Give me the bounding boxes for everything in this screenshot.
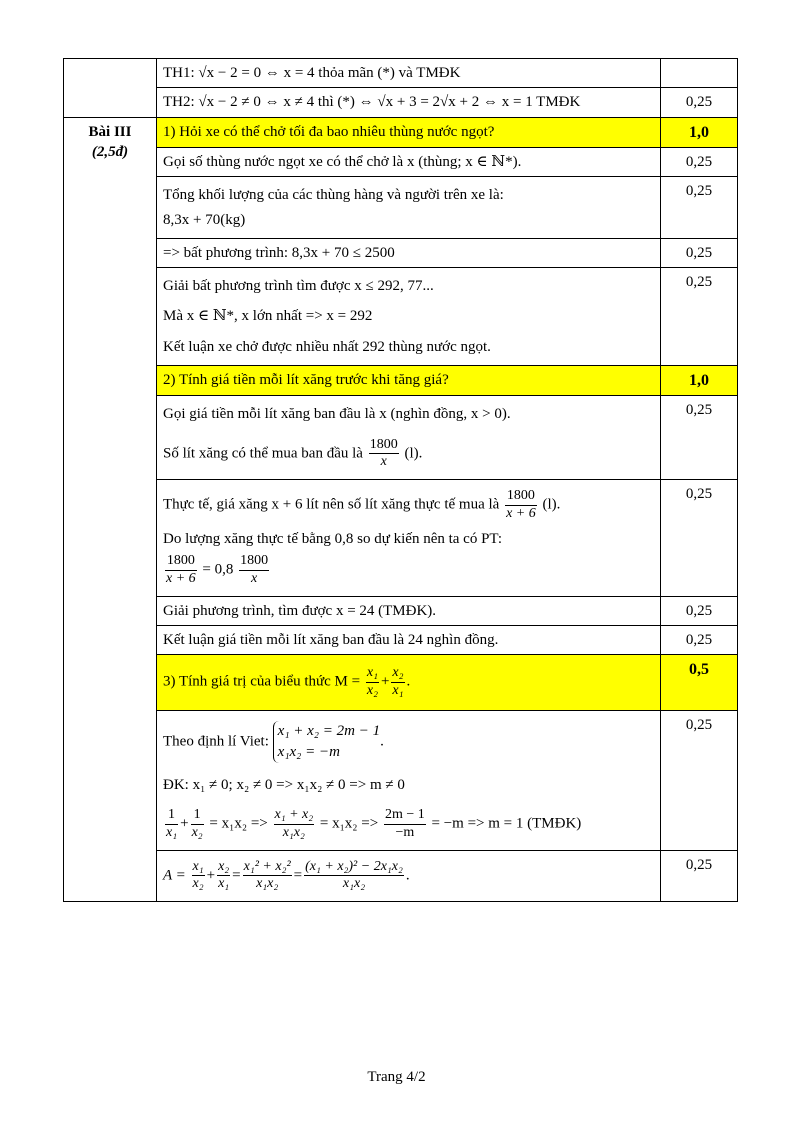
system-eq-1: x₁ + x₂ = 2m − 1: [277, 722, 381, 739]
table-row: [64, 268, 738, 366]
unit: (l).: [404, 445, 423, 462]
table-row: [64, 596, 738, 625]
numerator: 1800: [505, 488, 537, 506]
numerator: 2m − 1: [384, 807, 426, 825]
q1-title: 1) Hỏi xe có thể chở tối đa bao nhiêu thùng nước ngọt?: [157, 117, 661, 148]
table-row: [64, 238, 738, 267]
fraction: [369, 437, 399, 472]
denominator: x₂: [191, 824, 203, 840]
denominator: x₁: [166, 824, 178, 840]
equals-text: = 0,8: [202, 561, 234, 578]
denominator: x₁: [218, 876, 230, 892]
q1-r4a: Giải bất phương trình tìm được x ≤ 292, 77...: [163, 278, 434, 295]
fraction: [384, 807, 426, 842]
q2-r2: [157, 480, 661, 596]
table-row: [64, 396, 738, 480]
numerator: x₁² + x₂²: [243, 859, 292, 877]
table-row: [64, 88, 738, 117]
equation-system: [273, 721, 380, 763]
denominator: x₂: [366, 683, 378, 699]
q3-header-row: [64, 655, 738, 711]
table-row: [64, 625, 738, 654]
table-row: [64, 148, 738, 177]
q1-r3-score: 0,25: [661, 238, 738, 267]
table-row: [64, 59, 738, 88]
unit: (l).: [542, 497, 561, 514]
q2-r1b: Số lít xăng có thể mua ban đầu là: [163, 445, 363, 462]
numerator: 1: [191, 807, 204, 825]
fraction: [192, 859, 205, 894]
q1-r2-score: 0,25: [661, 177, 738, 239]
q1-r2: [157, 177, 661, 239]
q2-r4-score: 0,25: [661, 625, 738, 654]
q2-r2a-line: [163, 488, 654, 523]
q2-title: 2) Tính giá tiền mỗi lít xăng trước khi tăng giá?: [157, 365, 661, 396]
numerator: x₁: [192, 859, 205, 877]
q3-title-cell: 3) Tính giá trị của biểu thức M = $\frac{\text{x₁}}{\text{x₂}}$ + $\frac{\text{x₂}}{\text{x₁}}$ .: [157, 655, 661, 711]
q2-r2a: Thực tế, giá xăng x + 6 lít nên số lít xăng thực tế mua là: [163, 497, 500, 514]
denominator: x₁: [392, 683, 404, 699]
q3-r1-score: 0,25: [661, 710, 738, 850]
answer-table: [63, 58, 738, 902]
q1-r3: => bất phương trình: 8,3x + 70 ≤ 2500: [157, 238, 661, 267]
section-points: (2,5đ): [91, 143, 129, 160]
row-content: TH2: √x − 2 ≠ 0 ⇔ x ≠ 4 thì (*) ⇔ √x + 3 = 2√x + 2 ⇔ x = 1 TMĐK: [157, 88, 661, 117]
section-title: Bài III: [88, 123, 132, 140]
fraction: [304, 859, 404, 894]
fraction: [239, 553, 269, 588]
denominator: x₂: [192, 876, 204, 892]
q3-title: 3) Tính giá trị của biểu thức M =: [163, 673, 361, 690]
q2-r1-score: 0,25: [661, 396, 738, 480]
fraction: [217, 859, 230, 894]
table-row: [64, 480, 738, 596]
q3-r1: [157, 710, 661, 850]
denominator: x: [380, 454, 387, 470]
q3-eq-line: $\frac{1}{\text{x₁}}$ + $\frac{1}{\text{x₂}}$ = x₁x₂ => $\frac{\text{x₁ + x₂}}{\text{x₁x₂}}$ = x₁x₂ => $\frac{2m - 1}{-m}$ = −m => m = 1 (TMĐK): [166, 807, 582, 840]
row-content: TH1: √x − 2 = 0 ⇔ x = 4 thỏa mãn (*) và TMĐK: [157, 59, 661, 88]
eq-text: = x₁x₂ =>: [209, 815, 268, 832]
numerator: 1800: [165, 553, 197, 571]
q1-header-row: [64, 117, 738, 148]
denominator: x₁x₂: [256, 876, 279, 892]
denominator: x + 6: [506, 506, 536, 522]
q3-dk: ĐK: x₁ ≠ 0; x₂ ≠ 0 => x₁x₂ ≠ 0 => m ≠ 0: [163, 776, 405, 793]
q1-r4c: Kết luận xe chở được nhiều nhất 292 thùng nước ngọt.: [163, 338, 491, 355]
q2-r2b: Do lượng xăng thực tế bằng 0,8 so dự kiến nên ta có PT:: [163, 530, 503, 547]
system-eq-2: x₁x₂ = −m: [277, 743, 340, 760]
fraction: [505, 488, 537, 523]
denominator: x₁x₂: [342, 876, 366, 892]
page-number: Trang 4/2: [367, 1069, 426, 1085]
row-score: [661, 59, 738, 88]
q1-r1: Gọi số thùng nước ngọt xe có thể chở là x (thùng; x ∈ ℕ*).: [157, 148, 661, 177]
q2-r2-score: 0,25: [661, 480, 738, 596]
q3-score: 0,5: [661, 655, 738, 711]
fraction: [366, 665, 379, 700]
denominator: x + 6: [166, 570, 196, 586]
q2-r1: [157, 396, 661, 480]
numerator: x₁ + x₂: [274, 807, 315, 825]
section-label: [64, 117, 157, 902]
numerator: 1800: [369, 437, 399, 455]
numerator: 1: [165, 807, 178, 825]
fraction: [165, 807, 178, 842]
numerator: x₂: [391, 665, 404, 683]
q1-r4: [157, 268, 661, 366]
q3-viet: Theo định lí Viet:: [163, 733, 269, 750]
denominator: x₁x₂: [282, 824, 305, 840]
q3-viet-line: Theo định lí Viet: x₁ + x₂ = 2m − 1 x₁x₂ = −m .: [163, 721, 654, 763]
fraction: [191, 807, 204, 842]
q1-score: 1,0: [661, 117, 738, 148]
empty-label-cell: [64, 59, 157, 118]
numerator: (x₁ + x₂)² − 2x₁x₂: [304, 859, 404, 877]
q3-r2: A = $\frac{\text{x₁}}{\text{x₂}}$ + $\frac{\text{x₂}}{\text{x₁}}$ = $\frac{\text{x₁² + x₂²}}{\text{x₁x₂}}$ = $\frac{\text{(x₁ + x₂)² − 2x₁x₂}}{\text{x₁x₂}}$ .: [157, 850, 661, 902]
fraction: [391, 665, 404, 700]
q2-r3-score: 0,25: [661, 596, 738, 625]
row-score: 0,25: [661, 88, 738, 117]
numerator: x₁: [366, 665, 379, 683]
q2-score: 1,0: [661, 365, 738, 396]
numerator: x₂: [217, 859, 230, 877]
q2-r4: Kết luận giá tiền mỗi lít xăng ban đầu là 24 nghìn đồng.: [157, 625, 661, 654]
q1-r4-score: 0,25: [661, 268, 738, 366]
fraction: [243, 859, 292, 894]
q2-r2c-line: [163, 553, 654, 588]
q2-r3: Giải phương trình, tìm được x = 24 (TMĐK).: [157, 596, 661, 625]
table-row: [64, 710, 738, 850]
q1-r4b: Mà x ∈ ℕ*, x lớn nhất => x = 292: [163, 308, 373, 325]
numerator: 1800: [239, 553, 269, 571]
fraction: [165, 553, 197, 588]
q2-header-row: [64, 365, 738, 396]
q2-r1b-line: [163, 437, 654, 472]
eq-text: = −m => m = 1 (TMĐK): [431, 815, 582, 832]
fraction: [274, 807, 315, 842]
denominator: x: [251, 570, 258, 586]
q3-r2-score: 0,25: [661, 850, 738, 902]
eq-text: = x₁x₂ =>: [319, 815, 379, 832]
eq-lhs: A =: [163, 867, 186, 884]
denominator: −m: [395, 824, 415, 840]
table-row: [64, 850, 738, 902]
table-row: [64, 177, 738, 239]
q1-r2a: Tổng khối lượng của các thùng hàng và người trên xe là:: [163, 187, 504, 204]
q1-r2b: 8,3x + 70(kg): [163, 211, 246, 228]
q2-r1a: Gọi giá tiền mỗi lít xăng ban đầu là x (nghìn đồng, x > 0).: [163, 406, 511, 423]
q1-r1-score: 0,25: [661, 148, 738, 177]
